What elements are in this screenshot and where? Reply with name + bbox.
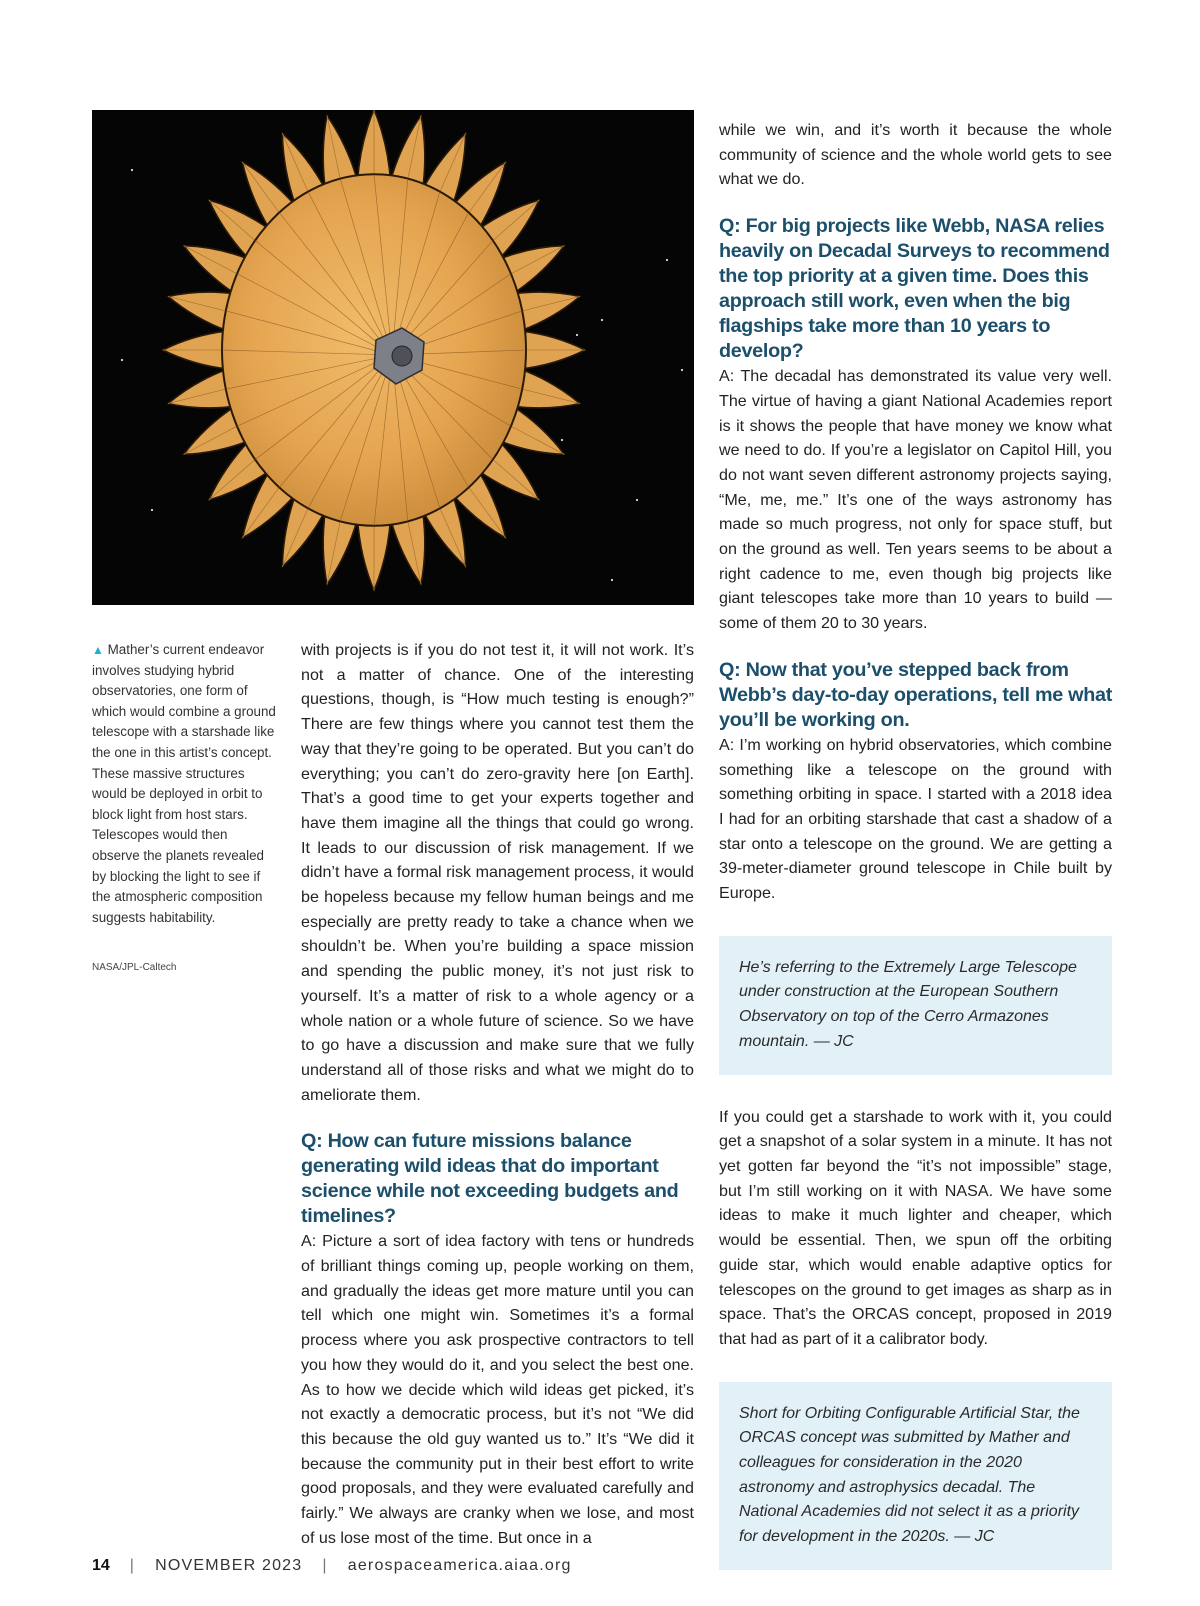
question-heading: Q: For big projects like Webb, NASA relies heavily on Decadal Surveys to recommend the top priority at a given time. Does this approach still work, even when the big flagships take more than 10 years to develop? <box>719 215 1110 363</box>
answer-paragraph: A: I’m working on hybrid observatories, which combine something like a telescope on the ground with something orbiting in space. I started with a 2018 idea I had for an orbiting starshade that cast a shadow of a star onto a telescope on the ground. We are getting a 39-meter-diameter ground telescope in Chile built by Europe. <box>719 735 1112 903</box>
page-footer <box>92 1557 572 1575</box>
editor-note <box>719 1382 1112 1570</box>
paragraph: with projects is if you do not test it, it will not work. It’s not a matter of chance. One of the interesting questions, though, is “How much testing is enough?” There are few things where you cannot test them the way that they’re going to be operated. But you can’t do everything; you can’t do zero-gravity here [on Earth]. That’s a good time to get your experts together and have them imagine all the things that could go wrong. It leads to our discussion of risk management. If we didn’t have a formal risk management process, it would be hopeless because my fellow human beings and me especially are pretty ready to take a chance when we shouldn’t be. When you’re building a space mission and spending the public money, it’s not just risk to yourself. It’s a matter of risk to a whole agency or a whole nation or a whole future of science. So we have to go have a discussion and make sure that we fully understand all of those risks and what we might do to ameliorate them. <box>301 641 694 1104</box>
question-heading: Q: How can future missions balance generating wild ideas that do important science while not exceeding budgets and timelines? <box>301 1130 679 1228</box>
answer-paragraph: A: Picture a sort of idea factory with tens or hundreds of brilliant things coming up, people working on them, and gradually the ideas get more mature until you can tell which one might win. Sometimes it’s a formal process where you ask prospective contractors to tell you how they would do it, and you select the best one. As to how we decide which wild ideas get picked, it’s not exactly a democratic process, but it’s not “We did this because the old guy wanted us to.” It’s “We did it because the community put in their best effort to write good proposals, and they were evaluated carefully and fairly.” We always are cranky when we lose, and most of us lose most of the time. But once in a <box>301 1232 694 1547</box>
starshade-figure <box>92 110 694 605</box>
page-number: 14 <box>92 1557 110 1574</box>
question-heading: Q: Now that you’ve stepped back from Webb’s day-to-day operations, tell me what you’ll be working on. <box>719 658 1112 731</box>
starshade-image <box>92 110 694 605</box>
image-credit: NASA/JPL-Caltech <box>92 962 177 973</box>
footer-divider: | <box>129 1557 136 1574</box>
paragraph: If you could get a starshade to work with it, you could get a snapshot of a solar system in a minute. It has not yet gotten far beyond the “it’s not impossible” stage, but I’m still working on it with NASA. We have some ideas to make it much lighter and cheaper, which would be essential. Then, we spun off the orbiting guide star, which would enable adaptive optics for telescopes on the ground to get images as sharp as in space. That’s the ORCAS concept, proposed in 2019 that had as part of it a calibrator body. <box>719 1107 1112 1348</box>
site-url[interactable]: aerospaceamerica.aiaa.org <box>347 1557 572 1574</box>
editor-note <box>719 936 1112 1075</box>
editor-note-text: Short for Orbiting Configurable Artificial Star, the ORCAS concept was submitted by Mather and colleagues for consideration in the 2020 astronomy and astrophysics decadal. The National Academies did not select it as a priority for development in the 2020s. — JC <box>739 1404 1080 1546</box>
column-middle <box>301 638 694 1551</box>
figure-caption <box>92 640 278 928</box>
caption-triangle-icon: ▲ <box>92 643 104 657</box>
footer-divider: | <box>322 1557 328 1574</box>
column-right <box>719 118 1112 1570</box>
editor-note-text: He’s referring to the Extremely Large Telescope under construction at the European Southern Observatory on top of the Cerro Armazones mountain. — JC <box>739 958 1077 1050</box>
paragraph: while we win, and it’s worth it because the whole community of science and the whole world gets to see what we do. <box>719 121 1112 189</box>
caption-text: Mather’s current endeavor involves studying hybrid observatories, one form of which would combine a ground telescope with a starshade like the one in this artist’s concept. These massive structures would be deployed in orbit to block light from host stars. Telescopes would then observe the planets revealed by blocking the light to see if the atmospheric composition suggests habitability. <box>92 642 276 925</box>
issue-date: NOVEMBER 2023 <box>155 1557 303 1574</box>
answer-paragraph: A: The decadal has demonstrated its value very well. The virtue of having a giant National Academies report is it shows the people that have money we know what we need to do. If you’re a legislator on Capitol Hill, you do not want seven different astronomy projects saying, “Me, me, me.” It’s one of the ways astronomy has made so much progress, not only for space stuff, but on the ground as well. Ten years seems to be about a right cadence to me, even though big projects like giant telescopes take more than 10 years to build — some of them 20 to 30 years. <box>719 367 1112 633</box>
